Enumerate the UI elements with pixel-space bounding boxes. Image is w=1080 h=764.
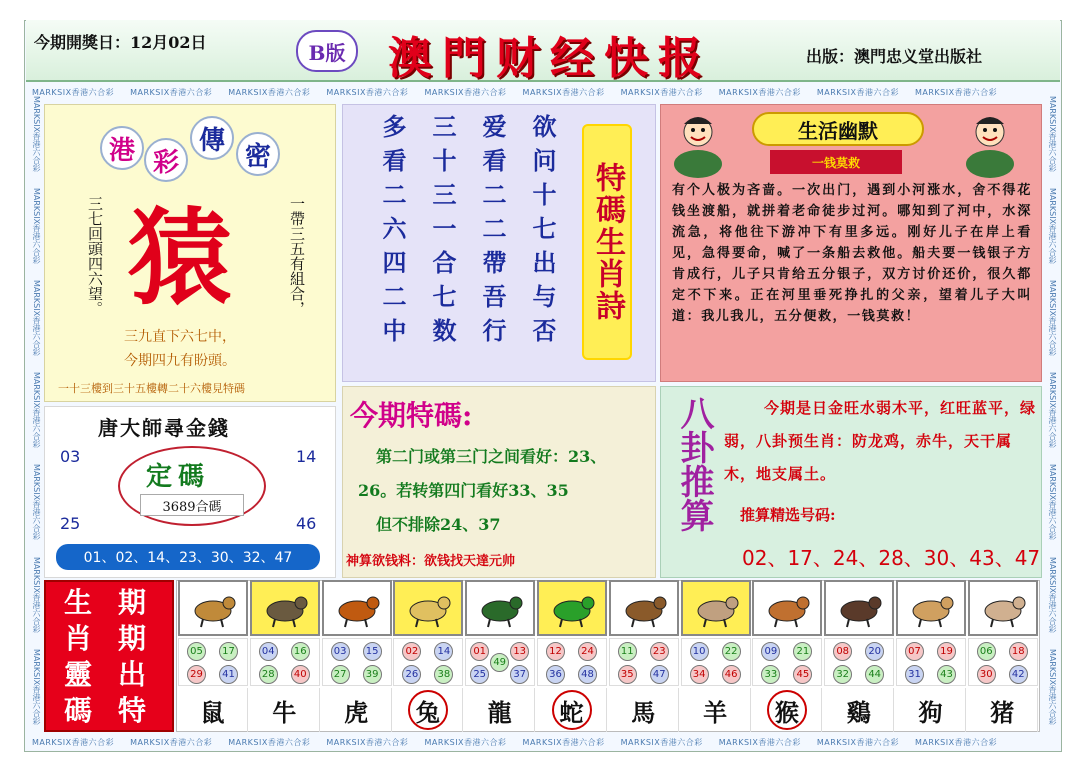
frame-strip-text: MARKSIX香港六合彩 [1048,96,1057,173]
number-ball: 04 [259,642,278,661]
secret-title-char-4: 密 [236,132,280,176]
secret-title-char-2: 彩 [144,138,188,182]
number-ball: 24 [578,642,597,661]
special-title: 今期特碼: [350,399,473,432]
frame-strip-left [30,96,42,736]
humor-mascot-left [670,112,726,180]
zodiac-name-cell [393,688,463,732]
zodiac-label-char: 期 [117,586,146,619]
zodiac-name-circled: 兔 [408,690,448,730]
number-ball: 26 [402,665,421,684]
frame-strip-text: MARKSIX香港六合彩 [718,88,801,97]
poem-column-1: 欲问十七出与否 [528,114,557,352]
main-title: 澳門财经快报 [388,33,712,84]
frame-strip-text: MARKSIX香港六合彩 [32,188,41,265]
frame-strip-text: MARKSIX香港六合彩 [1048,464,1057,541]
frame-strip-text: MARKSIX香港六合彩 [718,738,801,747]
poem-column-2: 爱看二二帶吾行 [478,114,507,352]
humor-mascot-right [962,112,1018,180]
humor-subtitle-box [770,150,902,174]
zodiac-ball-cell [322,638,392,686]
special-line-2: 26。若转第四门看好33、35 [358,481,569,500]
number-ball: 15 [363,642,382,661]
secret-footer: 一十三樓到三十五樓轉二十六樓見特碼 [58,382,245,395]
zodiac-name-cell [752,688,822,732]
tang-corner-br: 46 [296,514,317,533]
poem-side-title-box [582,124,632,360]
dog-icon [905,587,957,629]
frame-strip-text: MARKSIX香港六合彩 [32,464,41,541]
frame-strip-text: MARKSIX香港六合彩 [32,280,41,357]
frame-strip-text: MARKSIX香港六合彩 [32,738,115,747]
zodiac-name-cell: 鼠 [178,688,248,732]
number-ball: 07 [905,642,924,661]
frame-strip-text: MARKSIX香港六合彩 [816,738,899,747]
zodiac-picture-cell [681,580,751,636]
secret-line-2: 今期四九有盼頭。 [124,353,236,369]
rabbit-icon [402,587,454,629]
zodiac-name-cell: 羊 [681,688,751,732]
snake-icon [546,587,598,629]
number-ball: 18 [1009,642,1028,661]
number-ball: 13 [510,642,529,661]
number-ball: 47 [650,665,669,684]
zodiac-label-char: 肖 [63,622,92,655]
secret-big-char: 猿 [127,196,232,319]
zodiac-name-cell: 牛 [250,688,320,732]
secret-line-1: 三九直下六七中， [124,329,236,345]
publisher: 出版：澳門忠义堂出版社 [806,47,983,66]
frame-strip-text: MARKSIX香港六合彩 [130,738,213,747]
frame-strip-text: MARKSIX香港六合彩 [326,88,409,97]
zodiac-picture-cell [537,580,607,636]
number-ball: 39 [363,665,382,684]
rooster-icon [833,587,885,629]
zodiac-ball-cell [537,638,607,686]
dragon-icon [474,587,526,629]
number-ball: 43 [937,665,956,684]
frame-strip-text: MARKSIX香港六合彩 [228,738,311,747]
number-ball: 08 [833,642,852,661]
zodiac-picture-cell [752,580,822,636]
zodiac-ball-cell [968,638,1038,686]
draw-date: 今期開獎日：12月02日 [34,33,207,52]
monkey-icon [761,587,813,629]
number-ball: 05 [187,642,206,661]
zodiac-label-char: 期 [117,622,146,655]
number-ball: 32 [833,665,852,684]
number-ball: 40 [291,665,310,684]
frame-strip-text: MARKSIX香港六合彩 [522,88,605,97]
tang-numbers: 01、02、14、23、30、32、47 [83,550,293,566]
frame-strip-text: MARKSIX香港六合彩 [620,738,703,747]
zodiac-name-cell [537,688,607,732]
number-ball: 23 [650,642,669,661]
number-ball: 21 [793,642,812,661]
zodiac-ball-cell [752,638,822,686]
frame-strip-top [32,87,1054,99]
tang-badge-sub: 3689合碼 [162,499,222,515]
number-ball: 41 [219,665,238,684]
poem-column-3: 三十三一合七数 [428,114,457,352]
humor-body: 有个人极为吝啬。一次出门，遇到小河涨水，舍不得花钱坐渡船，就拼着老命徒步过河。哪知到了河中，水深流急，将他往下游冲下有里多远。刚好儿子在岸上看见，急得要命，喊了一条船去救他。船夫要一钱银子方肯成行，儿子只肯给五分银子，双方讨价还价，很久都定不下来。正在河里垂死挣扎的父亲，望着儿子大叫道：我儿我儿，五分便救，一钱莫救！ [672,183,1032,324]
number-ball: 34 [690,665,709,684]
humor-title: 生活幽默 [798,118,878,143]
special-line-1: 第二门或第三门之间看好：23、 [376,447,607,466]
zodiac-name-circled: 蛇 [552,690,592,730]
zodiac-picture-cell [393,580,463,636]
number-ball: 30 [977,665,996,684]
number-ball: 44 [865,665,884,684]
zodiac-ball-cell [824,638,894,686]
ox-icon [259,587,311,629]
number-ball: 22 [722,642,741,661]
mascot-icon [670,112,726,180]
number-ball: 16 [291,642,310,661]
bagua-side-title: 八卦推算 [674,396,714,532]
zodiac-name-cell: 猪 [968,688,1038,732]
tang-corner-tl: 03 [60,447,81,466]
zodiac-name-circled: 猴 [767,690,807,730]
number-ball: 06 [977,642,996,661]
frame-strip-text: MARKSIX香港六合彩 [32,88,115,97]
number-ball: 19 [937,642,956,661]
bagua-numbers: 02、17、24、28、30、43、47 [742,546,1041,570]
number-ball: 36 [546,665,565,684]
zodiac-ball-cell [178,638,248,686]
pig-icon [977,587,1029,629]
zodiac-label-char: 出 [117,658,146,691]
humor-subtitle: 一钱莫救 [811,155,860,170]
zodiac-ball-cell [393,638,463,686]
horse-icon [618,587,670,629]
frame-strip-text: MARKSIX香港六合彩 [1048,188,1057,265]
zodiac-picture-cell [968,580,1038,636]
zodiac-picture-cell [322,580,392,636]
goat-icon [690,587,742,629]
frame-strip-text: MARKSIX香港六合彩 [32,372,41,449]
special-line-3: 但不排除24、37 [376,515,501,534]
tang-badge-sub-box [140,494,244,516]
number-ball: 09 [761,642,780,661]
secret-title-char-1: 港 [100,126,144,170]
tang-title: 唐大師尋金錢 [98,416,230,440]
number-ball: 02 [402,642,421,661]
number-ball: 10 [690,642,709,661]
frame-strip-text: MARKSIX香港六合彩 [130,88,213,97]
frame-strip-text: MARKSIX香港六合彩 [1048,280,1057,357]
tiger-icon [331,587,383,629]
zodiac-name-cell: 狗 [896,688,966,732]
frame-strip-text: MARKSIX香港六合彩 [32,96,41,173]
secret-title-char-3: 傳 [190,116,234,160]
number-ball: 03 [331,642,350,661]
tang-numbers-bar [56,544,320,570]
secret-right-column: 一帶三五有組合， [288,196,306,316]
bagua-calc-label: 推算精选号码: [740,506,836,524]
zodiac-label-char: 靈 [63,658,92,691]
number-ball: 12 [546,642,565,661]
frame-strip-text: MARKSIX香港六合彩 [424,88,507,97]
number-ball: 37 [510,665,529,684]
zodiac-ball-cell [896,638,966,686]
zodiac-label-char: 生 [63,586,92,619]
secret-left-column: 三七回頭四六望。 [86,196,104,316]
number-ball: 28 [259,665,278,684]
number-ball: 11 [618,642,637,661]
zodiac-picture-cell [178,580,248,636]
special-footer: 神算欲钱料：欲钱找天達元帅 [346,554,516,569]
mascot-icon [962,112,1018,180]
number-ball: 46 [722,665,741,684]
edition-label: B版 [308,40,346,65]
zodiac-name-cell: 龍 [465,688,535,732]
number-ball: 29 [187,665,206,684]
number-ball: 31 [905,665,924,684]
zodiac-name-cell: 鷄 [824,688,894,732]
humor-title-box [752,112,924,146]
zodiac-ball-cell [609,638,679,686]
zodiac-picture-cell [609,580,679,636]
frame-strip-bottom [32,737,1054,749]
tang-badge-title: 定碼 [146,462,211,492]
zodiac-label-char: 特 [117,694,146,727]
zodiac-picture-cell [250,580,320,636]
tang-corner-bl: 25 [60,514,81,533]
poem-side-title: 特碼生肖詩 [590,162,625,322]
number-ball: 33 [761,665,780,684]
frame-strip-text: MARKSIX香港六合彩 [522,738,605,747]
frame-strip-text: MARKSIX香港六合彩 [424,738,507,747]
number-ball: 01 [470,642,489,661]
number-ball: 17 [219,642,238,661]
zodiac-picture-cell [824,580,894,636]
frame-strip-text: MARKSIX香港六合彩 [326,738,409,747]
number-ball: 42 [1009,665,1028,684]
zodiac-ball-cell [465,638,535,686]
rat-icon [187,587,239,629]
zodiac-picture-cell [896,580,966,636]
number-ball: 35 [618,665,637,684]
number-ball: 25 [470,665,489,684]
number-ball: 27 [331,665,350,684]
number-ball: 48 [578,665,597,684]
zodiac-ball-cell [681,638,751,686]
zodiac-picture-cell [465,580,535,636]
frame-strip-text: MARKSIX香港六合彩 [32,556,41,633]
number-ball: 45 [793,665,812,684]
number-ball: 20 [865,642,884,661]
zodiac-name-cell: 虎 [322,688,392,732]
zodiac-label-char: 碼 [63,694,92,727]
zodiac-name-cell: 馬 [609,688,679,732]
frame-strip-text: MARKSIX香港六合彩 [620,88,703,97]
frame-strip-text: MARKSIX香港六合彩 [228,88,311,97]
frame-strip-text: MARKSIX香港六合彩 [816,88,899,97]
edition-badge [296,30,358,72]
frame-strip-right [1046,96,1058,736]
frame-strip-text: MARKSIX香港六合彩 [32,648,41,725]
number-ball: 49 [490,653,509,672]
zodiac-ball-cell [250,638,320,686]
frame-strip-text: MARKSIX香港六合彩 [914,738,998,747]
number-ball: 14 [434,642,453,661]
secret-title [100,114,290,178]
frame-strip-text: MARKSIX香港六合彩 [1048,556,1057,633]
frame-strip-text: MARKSIX香港六合彩 [1048,648,1057,725]
frame-strip-text: MARKSIX香港六合彩 [1048,372,1057,449]
bagua-text: 今期是日金旺水弱木平，红旺蓝平，绿弱，八卦预生肖：防龙鸡，赤牛，天干属木，地支属土。 [724,399,1037,483]
poem-column-4: 多看二六四二中 [378,114,407,352]
number-ball: 38 [434,665,453,684]
tang-corner-tr: 14 [296,447,317,466]
frame-strip-text: MARKSIX香港六合彩 [914,88,998,97]
